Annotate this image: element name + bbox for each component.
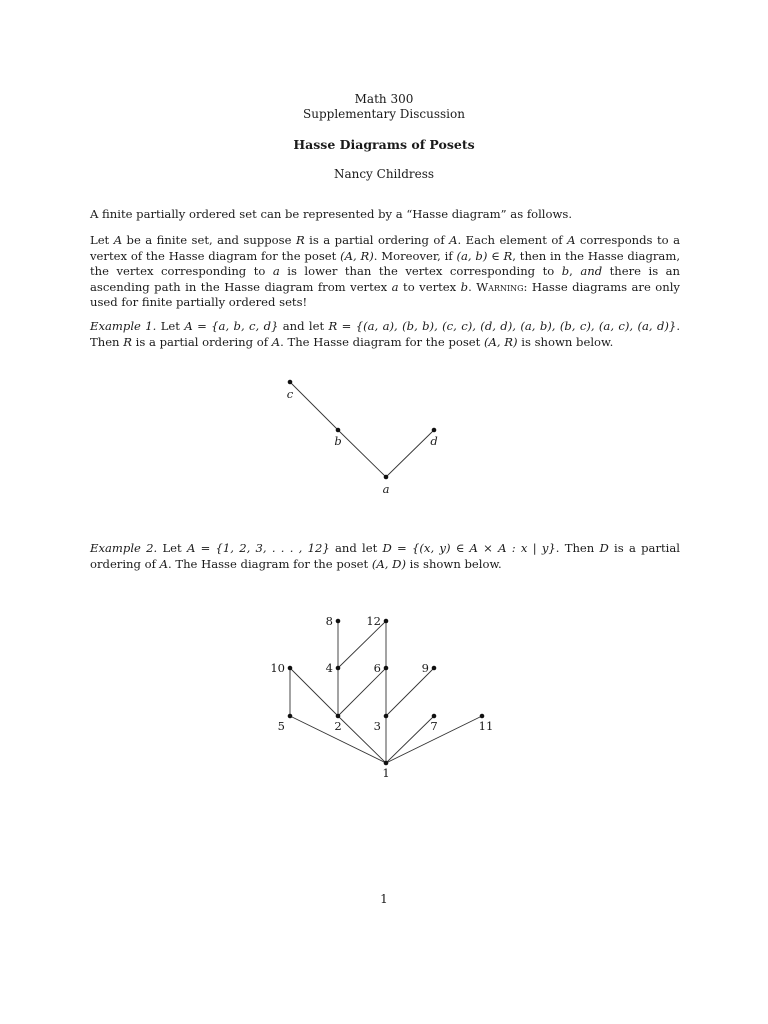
example-2-vertex-2 (336, 714, 341, 719)
example-2-vertex-12 (384, 619, 389, 624)
example-2-vertex-label-8: 8 (325, 614, 333, 628)
example-2-edge-10-2 (290, 668, 338, 716)
course-name: Math 300 (354, 92, 414, 106)
example-2-vertex-3 (384, 714, 389, 719)
example-2-vertex-4 (336, 666, 341, 671)
example-2-text: Example 2. Let A = {1, 2, 3, . . . , 12} and let D = {(x, y) ∈ A × A : x | y}. Then D is a partial ordering of A. The Hasse diagram for the poset (A, D) is shown below. (90, 541, 680, 571)
example-2-vertex-label-5: 5 (277, 719, 285, 733)
example-2-vertex-label-12: 12 (366, 614, 381, 628)
document-subtitle: Supplementary Discussion (303, 107, 465, 121)
example-2-vertex-label-3: 3 (373, 719, 381, 733)
example-1-edge-a-d (386, 430, 434, 477)
example-2-vertex-label-11: 11 (478, 719, 494, 733)
intro-text-1: A finite partially ordered set can be represented by a “Hasse diagram” as follows. (90, 207, 573, 221)
example-1-vertex-d (432, 428, 437, 433)
example-2-vertex-label-9: 9 (421, 661, 429, 675)
example-1-vertex-b (336, 428, 341, 433)
example-2-vertex-label-1: 1 (382, 766, 390, 780)
example-1-vertex-label-a: a (382, 482, 390, 496)
intro-text-2: Let A be a finite set, and suppose R is a partial ordering of A. Each element of A corresponds to a vertex of the Hasse diagram for the poset (A, R). Moreover, if (a, b) ∈ R, then in the Hasse diagram, the vertex corresponding to a is lower than the vertex corresponding to b, and there is an ascending path in the Hasse diagram from vertex a to vertex b. Warning: Hasse diagrams are only used for finite partially ordered sets! (90, 233, 681, 309)
example-2-vertex-label-2: 2 (334, 719, 342, 733)
example-1-edge-b-a (338, 430, 386, 477)
document-title: Hasse Diagrams of Posets (293, 137, 475, 152)
example-2-vertex-10 (288, 666, 293, 671)
example-2-vertex-1 (384, 761, 389, 766)
example-2-vertex-6 (384, 666, 389, 671)
example-2-vertex-label-7: 7 (430, 719, 438, 733)
page-number: 1 (380, 892, 388, 906)
example-1-vertex-a (384, 475, 389, 480)
example-1-text: Example 1. Let A = {a, b, c, d} and let R = {(a, a), (b, b), (c, c), (d, d), (a, b), (b, c), (a, c), (a, d)}. Then R is a partial ordering of A. The Hasse diagram for the poset (A, R) is shown below. (90, 319, 680, 349)
warning-label: Warning (476, 279, 524, 294)
example-2-edge-9-3 (386, 668, 434, 716)
example-2-edge-6-2 (338, 668, 386, 716)
example-1-vertex-label-d: d (430, 434, 438, 448)
example-1-vertex-label-b: b (334, 434, 342, 448)
example-1-edge-c-b (290, 382, 338, 430)
example-1-vertex-c (288, 380, 293, 385)
example-2-label: Example 2. (90, 541, 158, 555)
example-2-vertex-8 (336, 619, 341, 624)
example-1-vertex-label-c: c (286, 387, 294, 401)
author: Nancy Childress (333, 167, 435, 181)
example-1-label: Example 1. (90, 319, 157, 333)
example-2-vertex-label-6: 6 (373, 661, 381, 675)
example-2-edge-7-1 (386, 716, 434, 763)
example-2-vertex-9 (432, 666, 437, 671)
example-2-vertex-7 (432, 714, 437, 719)
example-2-vertex-5 (288, 714, 293, 719)
example-2-vertex-label-4: 4 (325, 661, 333, 675)
example-2-vertex-label-10: 10 (270, 661, 285, 675)
example-2-vertex-11 (480, 714, 485, 719)
